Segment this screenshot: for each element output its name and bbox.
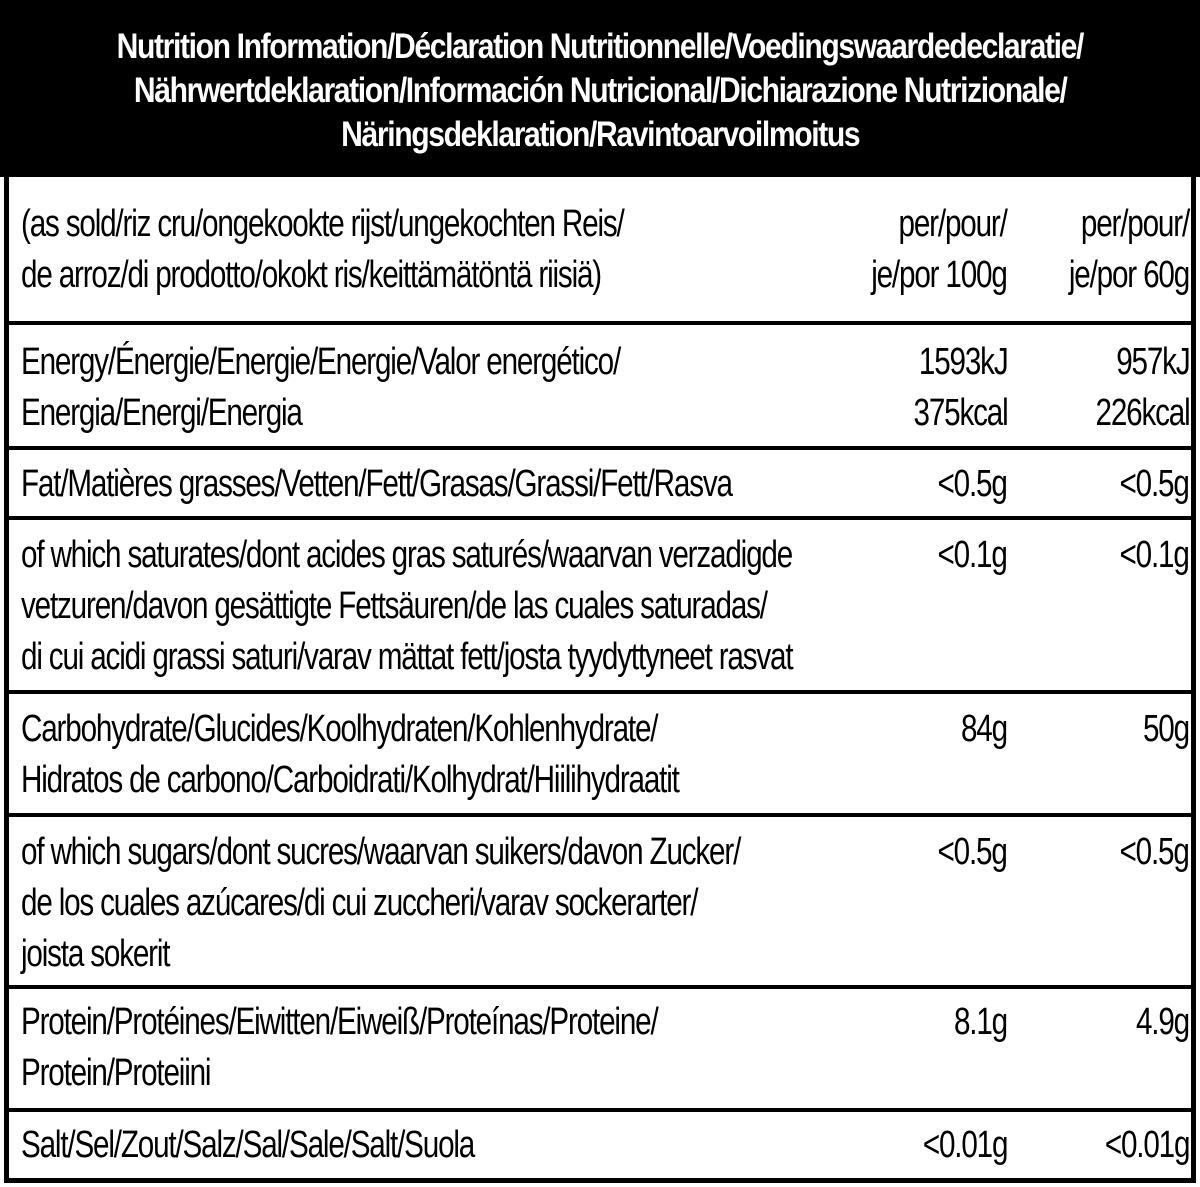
column-header-per-60g-line-2: je/por 60g <box>1068 254 1189 296</box>
table-row-fat <box>9 450 1191 516</box>
basis-description <box>21 199 624 301</box>
value-per-100g-sugars <box>938 827 1007 878</box>
column-header-per-100g-line-1: per/pour/ <box>898 203 1007 245</box>
value-per-100g-carbohydrate <box>961 704 1007 755</box>
nutrient-label-fat <box>21 459 732 510</box>
basis-description-line-1: (as sold/riz cru/ongekookte rijst/ungekochten Reis/ <box>21 203 624 245</box>
nutrient-label-energy <box>21 337 620 439</box>
value-line: <0.5g <box>937 831 1007 873</box>
table-row-sugars <box>9 817 1191 985</box>
label-line: Energia/Energi/Energia <box>21 392 302 434</box>
column-header-per-100g <box>872 199 1007 301</box>
table-row-carbohydrate <box>9 694 1191 813</box>
label-line: vetzuren/davon gesättigte Fettsäuren/de las cuales saturadas/ <box>21 585 767 627</box>
value-line: 8.1g <box>953 1001 1007 1043</box>
value-per-100g-salt <box>923 1120 1007 1171</box>
value-line: <0.1g <box>1119 534 1189 576</box>
nutrient-label-carbohydrate <box>21 704 679 806</box>
value-line: <0.5g <box>1119 831 1189 873</box>
label-line: of which saturates/dont acides gras saturés/waarvan verzadigde <box>21 534 793 576</box>
nutrition-table <box>4 177 1196 1183</box>
value-line: <0.01g <box>922 1124 1007 1166</box>
label-line: Salt/Sel/Zout/Salz/Sal/Sale/Salt/Suola <box>21 1124 475 1166</box>
header-title-line-1: Nutrition Information/Déclaration Nutritionnelle/Voedingswaardedeclaratie/ <box>116 26 1084 66</box>
value-per-100g-energy <box>913 337 1007 439</box>
label-line: Hidratos de carbono/Carboidrati/Kolhydrat/Hiilihydraatit <box>21 759 679 801</box>
header-title-line-3: Näringsdeklaration/Ravintoarvoilmoitus <box>340 114 860 154</box>
label-line: joista sokerit <box>21 933 170 975</box>
label-line: Carbohydrate/Glucides/Koolhydraten/Kohlenhydrate/ <box>21 708 658 750</box>
value-line: 1593kJ <box>918 341 1007 383</box>
value-per-100g-fat <box>938 459 1007 510</box>
label-line: di cui acidi grassi saturi/varav mättat fett/josta tyydyttyneet rasvat <box>21 636 793 678</box>
value-line: 226kcal <box>1095 392 1189 434</box>
label-line: of which sugars/dont sucres/waarvan suikers/davon Zucker/ <box>21 831 741 873</box>
column-header-per-100g-line-2: je/por 100g <box>871 254 1007 296</box>
value-line: 4.9g <box>1135 1001 1189 1043</box>
label-line: Fat/Matières grasses/Vetten/Fett/Grasas/Grassi/Fett/Rasva <box>21 463 732 505</box>
nutrient-label-protein <box>21 997 658 1099</box>
value-line: <0.1g <box>937 534 1007 576</box>
label-line: Protein/Protéines/Eiwitten/Eiweiß/Proteínas/Proteine/ <box>21 1001 658 1043</box>
label-line: de los cuales azúcares/di cui zuccheri/varav sockerarter/ <box>21 882 698 924</box>
table-row-protein <box>9 989 1191 1108</box>
label-line: Protein/Proteiini <box>21 1052 211 1094</box>
nutrition-header <box>0 0 1200 177</box>
value-per-60g-fat <box>1120 459 1189 510</box>
value-line: 375kcal <box>913 392 1007 434</box>
value-per-60g-energy <box>1095 337 1189 439</box>
nutrient-label-sugars <box>21 827 740 980</box>
value-per-100g-saturates <box>938 530 1007 581</box>
header-title-line-2: Nährwertdeklaration/Información Nutricional/Dichiarazione Nutrizionale/ <box>133 70 1067 110</box>
table-row-saturates <box>9 520 1191 690</box>
nutrient-label-salt <box>21 1120 474 1171</box>
value-line: 84g <box>961 708 1007 750</box>
table-row-salt <box>9 1112 1191 1178</box>
basis-description-line-2: de arroz/di prodotto/okokt ris/keittämätöntä riisiä) <box>21 254 602 296</box>
value-line: <0.01g <box>1104 1124 1189 1166</box>
column-header-per-60g <box>1069 199 1189 301</box>
table-row-energy <box>9 325 1191 446</box>
value-line: 50g <box>1143 708 1189 750</box>
value-per-100g-protein <box>954 997 1007 1048</box>
value-per-60g-salt <box>1105 1120 1189 1171</box>
value-per-60g-carbohydrate <box>1143 704 1189 755</box>
value-line: <0.5g <box>937 463 1007 505</box>
value-line: 957kJ <box>1115 341 1189 383</box>
column-header-per-60g-line-1: per/pour/ <box>1080 203 1189 245</box>
nutrient-label-saturates <box>21 530 792 683</box>
value-line: <0.5g <box>1119 463 1189 505</box>
value-per-60g-protein <box>1136 997 1189 1048</box>
label-line: Energy/Énergie/Energie/Energie/Valor energético/ <box>21 341 621 383</box>
value-per-60g-saturates <box>1120 530 1189 581</box>
value-per-60g-sugars <box>1120 827 1189 878</box>
column-header-row <box>9 177 1191 321</box>
